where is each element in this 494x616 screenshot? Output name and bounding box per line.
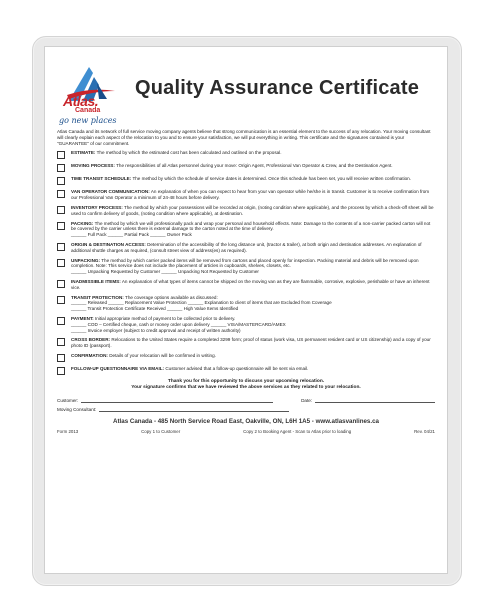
item-heading: TIME TRANSIT SCHEDULE:	[71, 176, 132, 182]
consultant-label: Moving Consultant:	[57, 407, 97, 413]
checklist-item	[57, 279, 435, 291]
checkbox[interactable]	[57, 317, 65, 325]
customer-signature-line[interactable]	[81, 397, 273, 403]
checkbox[interactable]	[57, 338, 65, 346]
date-label: Date:	[301, 398, 313, 404]
item-heading: PACKING:	[71, 220, 94, 226]
customer-signature-row	[57, 397, 435, 403]
checkbox[interactable]	[57, 354, 65, 362]
item-text: The method by which we will professionally pack and wrap your personal and household effects. Note: Damage to the contents of a non-carrier packed carton will not be covered by the carrier unless there is external damage to the carton noted at the time of delivery.	[71, 220, 431, 232]
certificate-header	[57, 57, 435, 125]
item-text: Initial appropriate method of payment to be collected prior to delivery.	[95, 315, 236, 321]
checkbox[interactable]	[57, 243, 65, 251]
intro-paragraph: Atlas Canada and its network of full service moving company agents believe that strong communication is an essential element to the success of any relocation. Your moving consultant will clearly explain each aspect of the relocation to you and to ensure your satisfaction, we will put everything in writing. This certificate and the signatures contained is your "GUARANTEE" of our commitment.	[57, 129, 431, 146]
checkbox[interactable]	[57, 206, 65, 214]
checklist-item	[57, 366, 435, 375]
page-title: Quality Assurance Certificate	[135, 77, 420, 99]
item-heading: VAN OPERATOR COMMUNICATION:	[71, 189, 150, 195]
item-heading: FOLLOW-UP QUESTIONNAIRE VIA EMAIL:	[71, 365, 165, 371]
checklist-item	[57, 316, 435, 333]
item-text: The responsibilities of all Atlas personnel during your move: Origin Agent, Professional Van Operator & Crew, and the Destination Agent.	[116, 163, 393, 169]
protection-options-2: ______ Transit Protection Certificate Received ______ High Value Items Identified	[71, 306, 239, 312]
item-heading: INVENTORY PROCESS:	[71, 204, 123, 210]
thanks-line-1: Thank you for this opportunity to discuss your upcoming relocation.	[167, 378, 325, 384]
checklist-item	[57, 221, 435, 238]
checklist-item	[57, 176, 435, 185]
item-heading: TRANSIT PROTECTION:	[71, 294, 124, 300]
checkbox[interactable]	[57, 280, 65, 288]
checkbox[interactable]	[57, 151, 65, 159]
checklist-item	[57, 337, 435, 349]
item-text: The method by which carrier packed items will be removed from cartons and placed openly for inspection. Packing material and debris will be removed upon completion. Note: This service does not include the placement of articles in cupboards, shelves, closets, etc.	[71, 257, 419, 269]
item-text: The method by which the schedule of service dates is determined. Once this schedule has been set, you will receive written confirmation.	[132, 176, 412, 182]
consultant-signature-row	[57, 406, 435, 412]
checklist-item	[57, 163, 435, 172]
consultant-signature-line[interactable]	[99, 406, 289, 412]
packing-options: ______ Full Pack ______ Partial Pack ______ Owner Pack	[71, 232, 192, 238]
payment-options: ______ COD – Certified cheque, cash or money order upon delivery ______ VISA/MASTERCARD/AMEX	[71, 321, 286, 327]
item-text: Details of your relocation will be confirmed in writing.	[109, 352, 216, 358]
item-heading: ESTIMATE:	[71, 150, 96, 156]
checklist-item	[57, 258, 435, 275]
item-text: An explanation of what types of items cannot be shipped on the moving van as they are flammable, corrosive, explosive, perishable or have an inherent vice.	[71, 278, 430, 290]
item-heading: PAYMENT:	[71, 315, 94, 321]
checkbox[interactable]	[57, 177, 65, 185]
logo-wordmark: Atlas.	[63, 93, 99, 109]
checkbox[interactable]	[57, 222, 65, 230]
revision: Rev. 04/21	[414, 429, 435, 435]
item-heading: ORIGIN & DESTINATION ACCESS:	[71, 241, 146, 247]
company-address: Atlas Canada - 485 North Service Road East, Oakville, ON, L6H 1A5 - www.atlasvanlines.ca	[113, 418, 379, 426]
checklist-item	[57, 242, 435, 254]
checklist-item	[57, 353, 435, 362]
unpacking-options: ______ Unpacking Requested by Customer ______ Unpacking Not Requested by Customer	[71, 269, 259, 275]
checkbox[interactable]	[57, 259, 65, 267]
checklist-item	[57, 205, 435, 217]
copy-2-note: Copy 2 to Booking Agent - Scan to Atlas prior to loading	[243, 429, 352, 435]
checklist-item	[57, 295, 435, 312]
item-text: The method by which the estimated cost has been calculated and outlined on the proposal.	[96, 150, 282, 156]
logo-tagline: go new places	[59, 116, 117, 125]
item-text: The method by which your possessions will be recorded at origin, (noting condition where applicable), and the process by which a check-off sheet will be used to confirm delivery of goods, (noting condition where applicable), at destination.	[71, 204, 434, 216]
item-text: Customer advised that a follow-up questionnaire will be sent via email.	[165, 365, 309, 371]
customer-label: Customer:	[57, 398, 79, 404]
thanks-line-2: Your signature confirms that we have reviewed the above services as they related to your relocation.	[131, 385, 361, 391]
item-text: Determination of the accessibility of the long distance unit, (tractor & trailer), at both origin and destination addresses. An explanation of additional shuttle charges as required, (consult street view of address(es) as required).	[71, 241, 422, 253]
item-text: The coverage options available as discussed:	[125, 294, 218, 300]
checklist-item	[57, 189, 435, 201]
checklist-item	[57, 150, 435, 159]
payment-options-2: ______ Invoice employer (subject to credit approval and receipt of written authority)	[71, 327, 241, 333]
date-line[interactable]	[315, 397, 435, 403]
item-heading: MOVING PROCESS:	[71, 163, 115, 169]
copy-1-note: Copy 1 to Customer	[141, 429, 181, 435]
checkbox[interactable]	[57, 190, 65, 198]
form-info-row	[57, 429, 435, 434]
item-heading: CONFIRMATION:	[71, 352, 108, 358]
item-heading: INADMISSIBLE ITEMS:	[71, 278, 121, 284]
thank-you-note	[57, 379, 435, 391]
protection-options: ______ Released ______ Replacement Value Protection ______ Explanation to client of items that are Excluded from Coverage	[71, 300, 332, 306]
item-text: An explanation of when you can expect to hear from your van operator while he/she is in transit. Customer is to receive confirmation from our Professional Van Operator a minimum of 24-48 hours before delivery.	[71, 189, 430, 201]
checkbox[interactable]	[57, 164, 65, 172]
checkbox[interactable]	[57, 367, 65, 375]
item-heading: CROSS BORDER:	[71, 337, 111, 343]
certificate-sheet	[44, 46, 448, 574]
form-number: Form 2013	[57, 429, 79, 435]
logo-subtitle: Canada	[75, 107, 101, 114]
item-text: Relocations to the United States require a completed 3299 form; proof of status (work visa, US permanent resident card or US citizenship) and a copy of your photo ID (passport).	[71, 337, 431, 349]
checkbox[interactable]	[57, 296, 65, 304]
item-heading: UNPACKING:	[71, 257, 101, 263]
checklist	[57, 150, 435, 375]
